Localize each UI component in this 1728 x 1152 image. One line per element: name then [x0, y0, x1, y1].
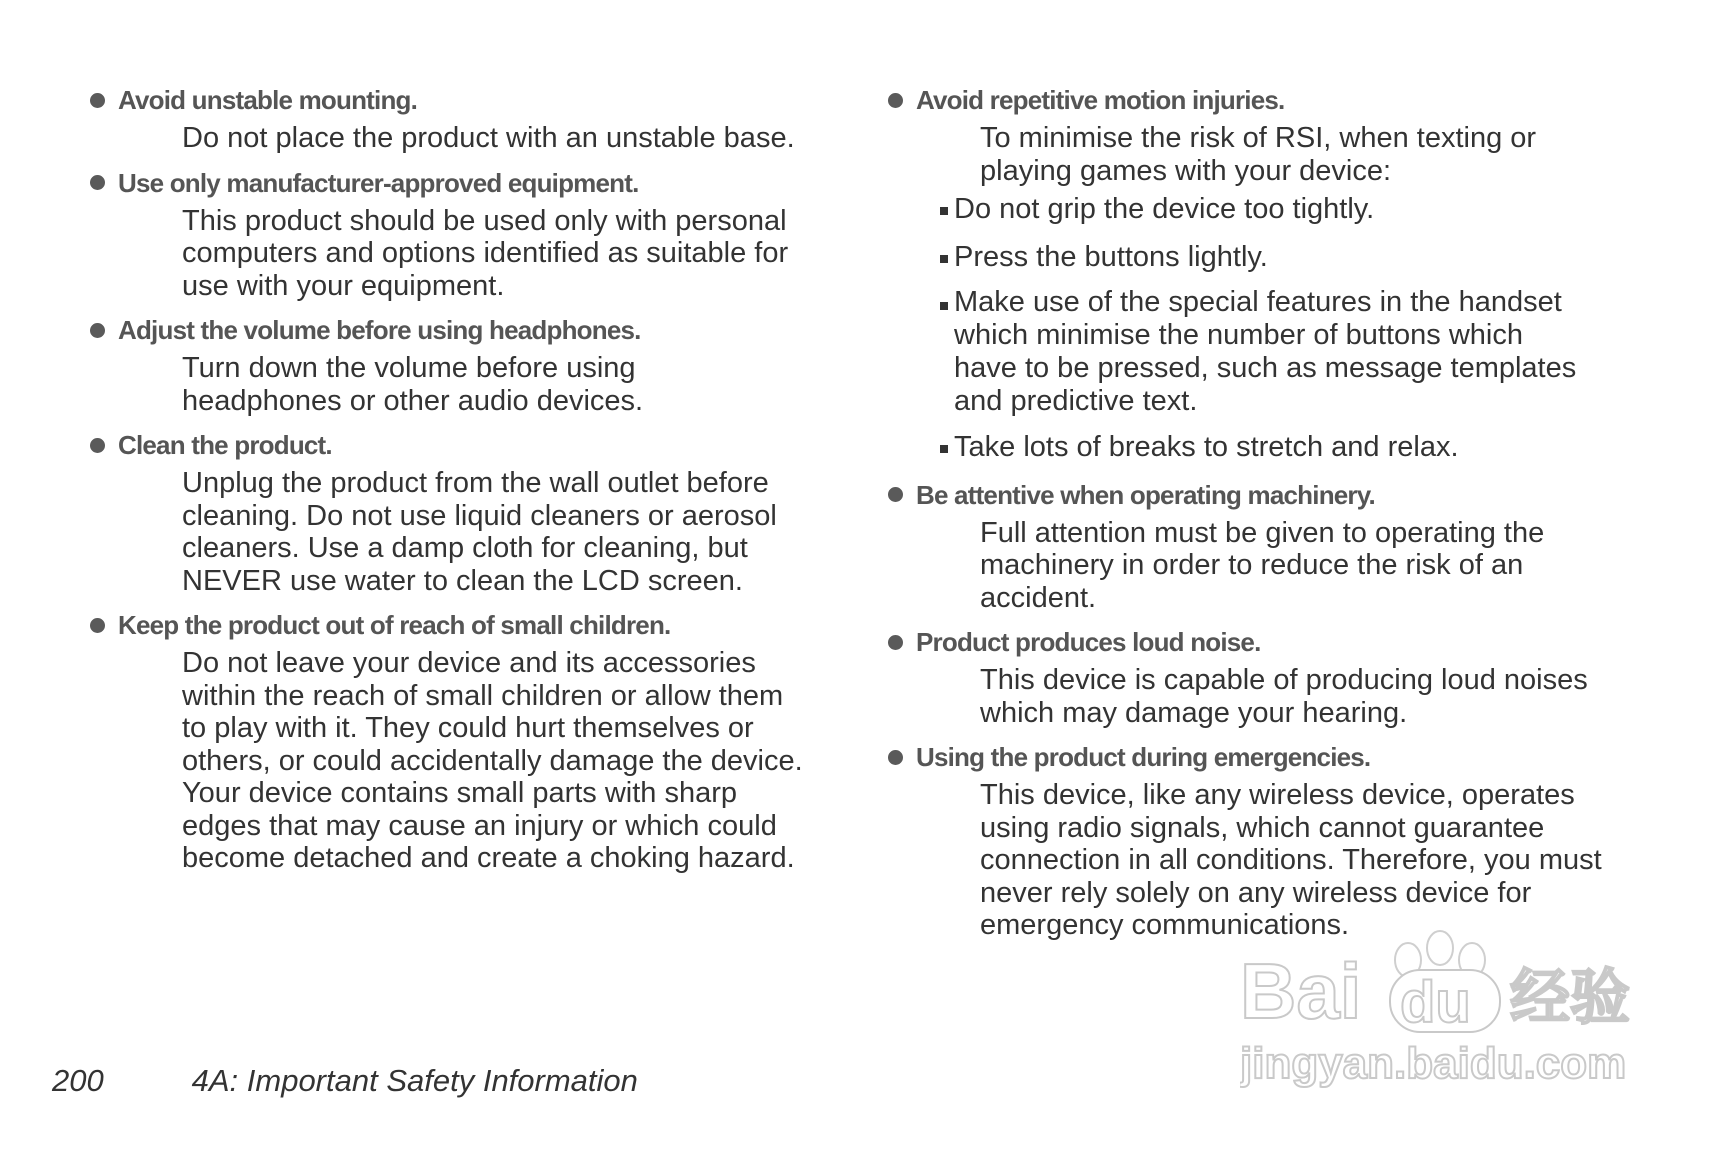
safety-item-loud-noise	[888, 624, 1668, 729]
safety-item-clean	[90, 427, 850, 597]
square-bullet-icon	[940, 207, 948, 215]
item-body: Do not place the product with an unstable base.	[182, 122, 795, 154]
bullet-icon	[90, 438, 105, 453]
item-body: Unplug the product from the wall outlet before cleaning. Do not use liquid cleaners or aerosol cleaners. Use a damp cloth for cleaning, but NEVER use water to clean the LCD screen.	[182, 467, 777, 597]
item-heading: Adjust the volume before using headphones.	[118, 315, 641, 345]
item-body: Turn down the volume before using headphones or other audio devices.	[182, 352, 644, 417]
bullet-icon	[888, 750, 903, 765]
safety-item-children	[90, 607, 850, 875]
baidu-watermark-logo	[1240, 918, 1660, 1093]
item-heading: Use only manufacturer-approved equipment.	[118, 167, 639, 198]
item-heading: Clean the product.	[118, 430, 332, 460]
square-bullet-icon	[940, 445, 948, 453]
square-bullet-icon	[940, 302, 948, 310]
sub-list-item: Make use of the special features in the handset which minimise the number of buttons which have to be pressed, such as message templates and predictive text.	[940, 286, 1668, 418]
page-number: 200	[52, 1063, 104, 1098]
item-body: Full attention must be given to operating the machinery in order to reduce the risk of an accident.	[980, 516, 1545, 614]
rsi-sublist	[940, 191, 1668, 466]
watermark-suffix: 经验	[1510, 964, 1630, 1031]
bullet-icon	[90, 323, 105, 338]
right-column	[888, 82, 1668, 952]
item-body: This product should be used only with personal computers and options identified as suitable for use with your equipment.	[182, 204, 789, 302]
item-heading: Avoid unstable mounting.	[118, 85, 418, 115]
watermark-brand: Bai	[1240, 947, 1362, 1035]
square-bullet-icon	[940, 255, 948, 263]
sub-list-item: Press the buttons lightly.	[940, 239, 1668, 276]
page-footer	[52, 1063, 638, 1099]
item-body: Do not leave your device and its accessories within the reach of small children or allow them to play with it. They could hurt themselves or others, or could accidentally damage the device. Your device contains small parts with sharp edges that may cause an injury or which could become detached and create a choking hazard.	[182, 647, 803, 874]
bullet-icon	[90, 93, 105, 108]
safety-item-approved-equipment	[90, 165, 850, 303]
left-column	[90, 82, 850, 885]
sub-list-item: Take lots of breaks to stretch and relax.	[940, 429, 1668, 466]
item-heading: Avoid repetitive motion injuries.	[916, 85, 1285, 115]
safety-item-machinery	[888, 477, 1668, 615]
bullet-icon	[90, 175, 105, 190]
item-body: This device is capable of producing loud noises which may damage your hearing.	[980, 664, 1588, 729]
item-body: This device, like any wireless device, operates using radio signals, which cannot guarantee connection in all conditions. Therefore, you must never rely solely on any wireless device for emergency communications.	[980, 779, 1602, 941]
item-heading: Keep the product out of reach of small children.	[118, 610, 671, 640]
bullet-icon	[888, 487, 903, 502]
safety-item-unstable-mounting	[90, 82, 850, 155]
section-title: 4A: Important Safety Information	[191, 1063, 638, 1098]
item-body: To minimise the risk of RSI, when texting or playing games with your device:	[980, 122, 1537, 187]
safety-item-emergencies	[888, 739, 1668, 942]
safety-item-volume	[90, 312, 850, 417]
item-heading: Product produces loud noise.	[916, 627, 1261, 657]
bullet-icon	[90, 618, 105, 633]
watermark-du: du	[1400, 970, 1471, 1035]
watermark-url: jingyan.baidu.com	[1240, 1039, 1627, 1088]
safety-item-rsi	[888, 82, 1668, 466]
item-heading: Be attentive when operating machinery.	[916, 479, 1375, 510]
item-heading: Using the product during emergencies.	[916, 742, 1371, 772]
sub-list-item: Do not grip the device too tightly.	[940, 191, 1668, 228]
bullet-icon	[888, 93, 903, 108]
bullet-icon	[888, 635, 903, 650]
